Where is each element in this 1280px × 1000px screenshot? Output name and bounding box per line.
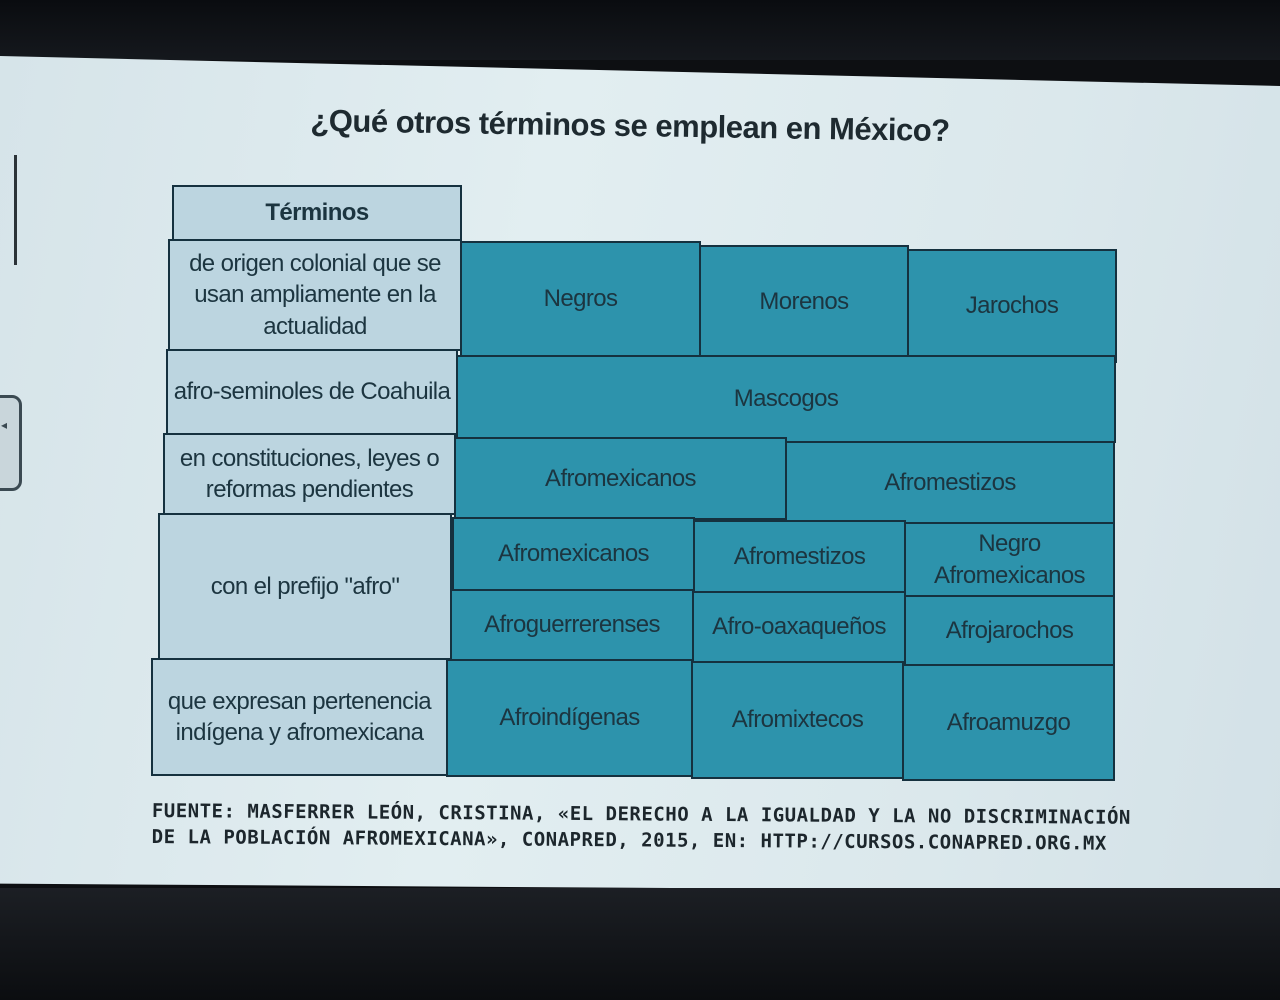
source-text: MASFERRER LEÓN, CRISTINA, «EL DERECHO A LA IGUALDAD Y LA NO DISCRIMINACIÓN DE LA POBLACIÓN AFROMEXICANA», CONAPRED, 2015, EN: HTTP://CURSOS.CONAPRED.ORG.MX [151, 800, 1131, 855]
table-header: Términos [172, 185, 462, 241]
cell-afromexicanos-1: Afromexicanos [454, 437, 787, 520]
source-citation [152, 798, 1162, 857]
row-label-constituciones: en constituciones, leyes o reformas pendientes [163, 433, 456, 515]
cell-afromestizos-2: Afromestizos [693, 520, 906, 593]
row-label-seminoles: afro-seminoles de Coahuila [166, 349, 458, 435]
cell-afromestizos-1: Afromestizos [785, 441, 1115, 525]
projector-dark-band-top [0, 0, 1280, 60]
source-label: FUENTE: [151, 799, 236, 823]
cell-afroindigenas: Afroindígenas [446, 659, 693, 777]
row-label-prefijo-afro: con el prefijo "afro" [158, 513, 452, 660]
cell-afromexicanos-2: Afromexicanos [452, 517, 695, 591]
cell-negros: Negros [460, 241, 701, 357]
cell-afromixtecos: Afromixtecos [691, 661, 904, 779]
row-label-colonial: de origen colonial que se usan ampliamente en la actualidad [168, 239, 462, 351]
cell-negro-afromexicanos: Negro Afromexicanos [904, 522, 1115, 597]
slide-title: ¿Qué otros términos se emplean en México? [310, 102, 950, 149]
cell-afrojarochos: Afrojarochos [904, 595, 1115, 666]
slide-edge-line [14, 155, 17, 265]
cell-afroamuzgo: Afroamuzgo [902, 664, 1115, 781]
cell-jarochos: Jarochos [907, 249, 1117, 363]
cell-afroguerrerenses: Afroguerrerenses [450, 589, 694, 661]
projector-dark-band-bottom [0, 888, 1280, 1000]
cell-afro-oaxaquenos: Afro-oaxaqueños [692, 591, 906, 663]
cell-mascogos: Mascogos [456, 355, 1116, 443]
row-label-indigena: que expresan pertenencia indígena y afromexicana [151, 658, 448, 776]
side-tab-arrow-icon: ◂ [0, 395, 22, 491]
cell-morenos: Morenos [699, 245, 909, 359]
